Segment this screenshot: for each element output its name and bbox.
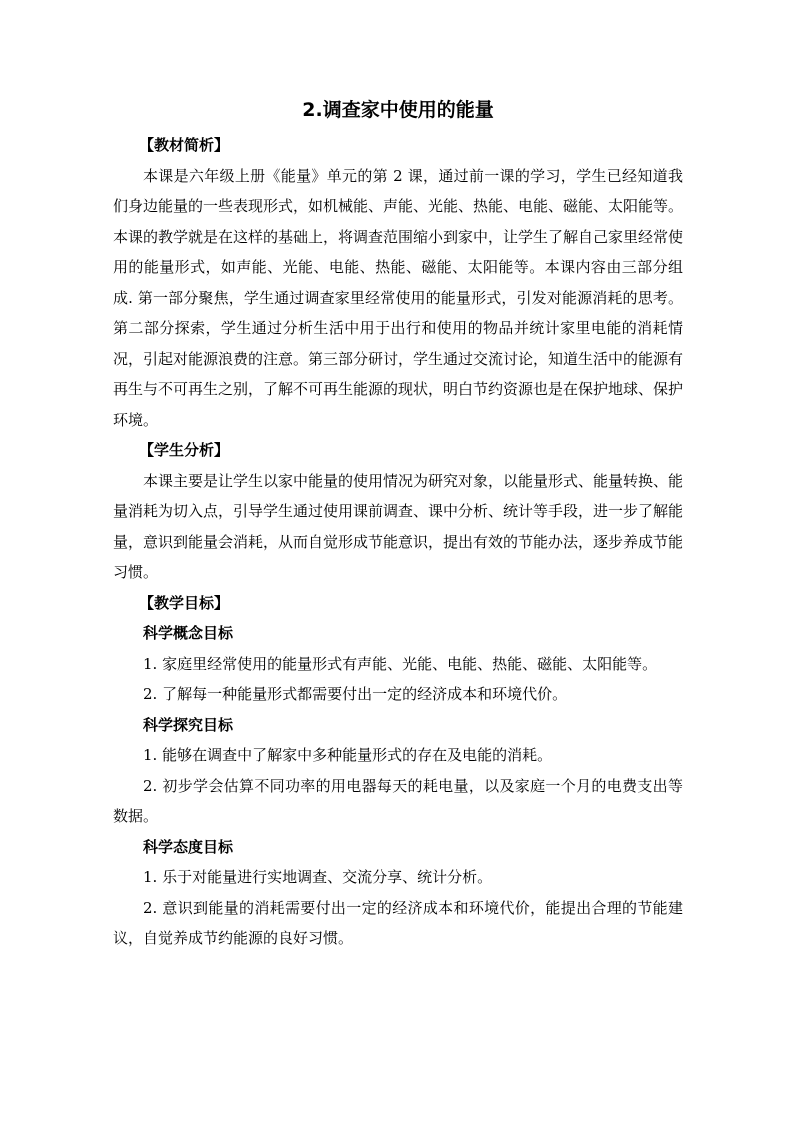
section-heading-material: 【教材简析】	[139, 136, 230, 154]
list-item: 1. 乐于对能量进行实地调查、交流分享、统计分析。	[143, 868, 493, 886]
section-heading-goals: 【教学目标】	[139, 593, 230, 612]
page-title: 2.调查家中使用的能量	[302, 99, 494, 121]
paragraph-material: 本课是六年级上册《能量》单元的第 2 课，通过前一课的学习，学生已经知道我们身边能量的一些表现形式，如机械能、声能、光能、热能、电能、磁能、太阳能等。本课的教学就是在这样的基础上，将调查范围缩小到家中，让学生了解自己家里经常使用的能量形式，如声能、光能、电能、热能、磁能、太阳能等。本课内容由三部分组成. 第一部分聚焦，学生通过调查家里经常使用的能量形式，引发对能源消耗的思考。第二部分探索，学生通过分析生活中用于出行和使用的物品并统计家里电能的消耗情况，引起对能源浪费的注意。第三部分研讨，学生通过交流讨论，知道生活中的能源有再生与不可再生之别，了解不可再生能源的现状，明白节约资源也是在保护地球、保护环境。	[113, 166, 684, 429]
subheading-inquiry: 科学探究目标	[143, 715, 234, 734]
list-item: 2. 了解每一种能量形式都需要付出一定的经济成本和环境代价。	[143, 685, 568, 703]
paragraph-students: 本课主要是让学生以家中能量的使用情况为研究对象，以能量形式、能量转换、能量消耗为切入点，引导学生通过使用课前调查、课中分析、统计等手段，进一步了解能量，意识到能量会消耗，从而自觉形成节能意识，提出有效的节能办法，逐步养成节能习惯。	[113, 471, 684, 581]
section-heading-students: 【学生分析】	[139, 441, 230, 459]
subheading-concept: 科学概念目标	[143, 624, 234, 642]
list-item: 1. 家庭里经常使用的能量形式有声能、光能、电能、热能、磁能、太阳能等。	[143, 654, 658, 673]
list-item: 2. 意识到能量的消耗需要付出一定的经济成本和环境代价，能提出合理的节能建议，自觉养成节约能源的良好习惯。	[113, 898, 683, 947]
subheading-attitude: 科学态度目标	[143, 837, 234, 856]
document-body	[113, 96, 683, 954]
list-item: 1. 能够在调查中了解家中多种能量形式的存在及电能的消耗。	[143, 746, 553, 764]
list-item: 2. 初步学会估算不同功率的用电器每天的耗电量，以及家庭一个月的电费支出等数据。	[113, 776, 683, 825]
